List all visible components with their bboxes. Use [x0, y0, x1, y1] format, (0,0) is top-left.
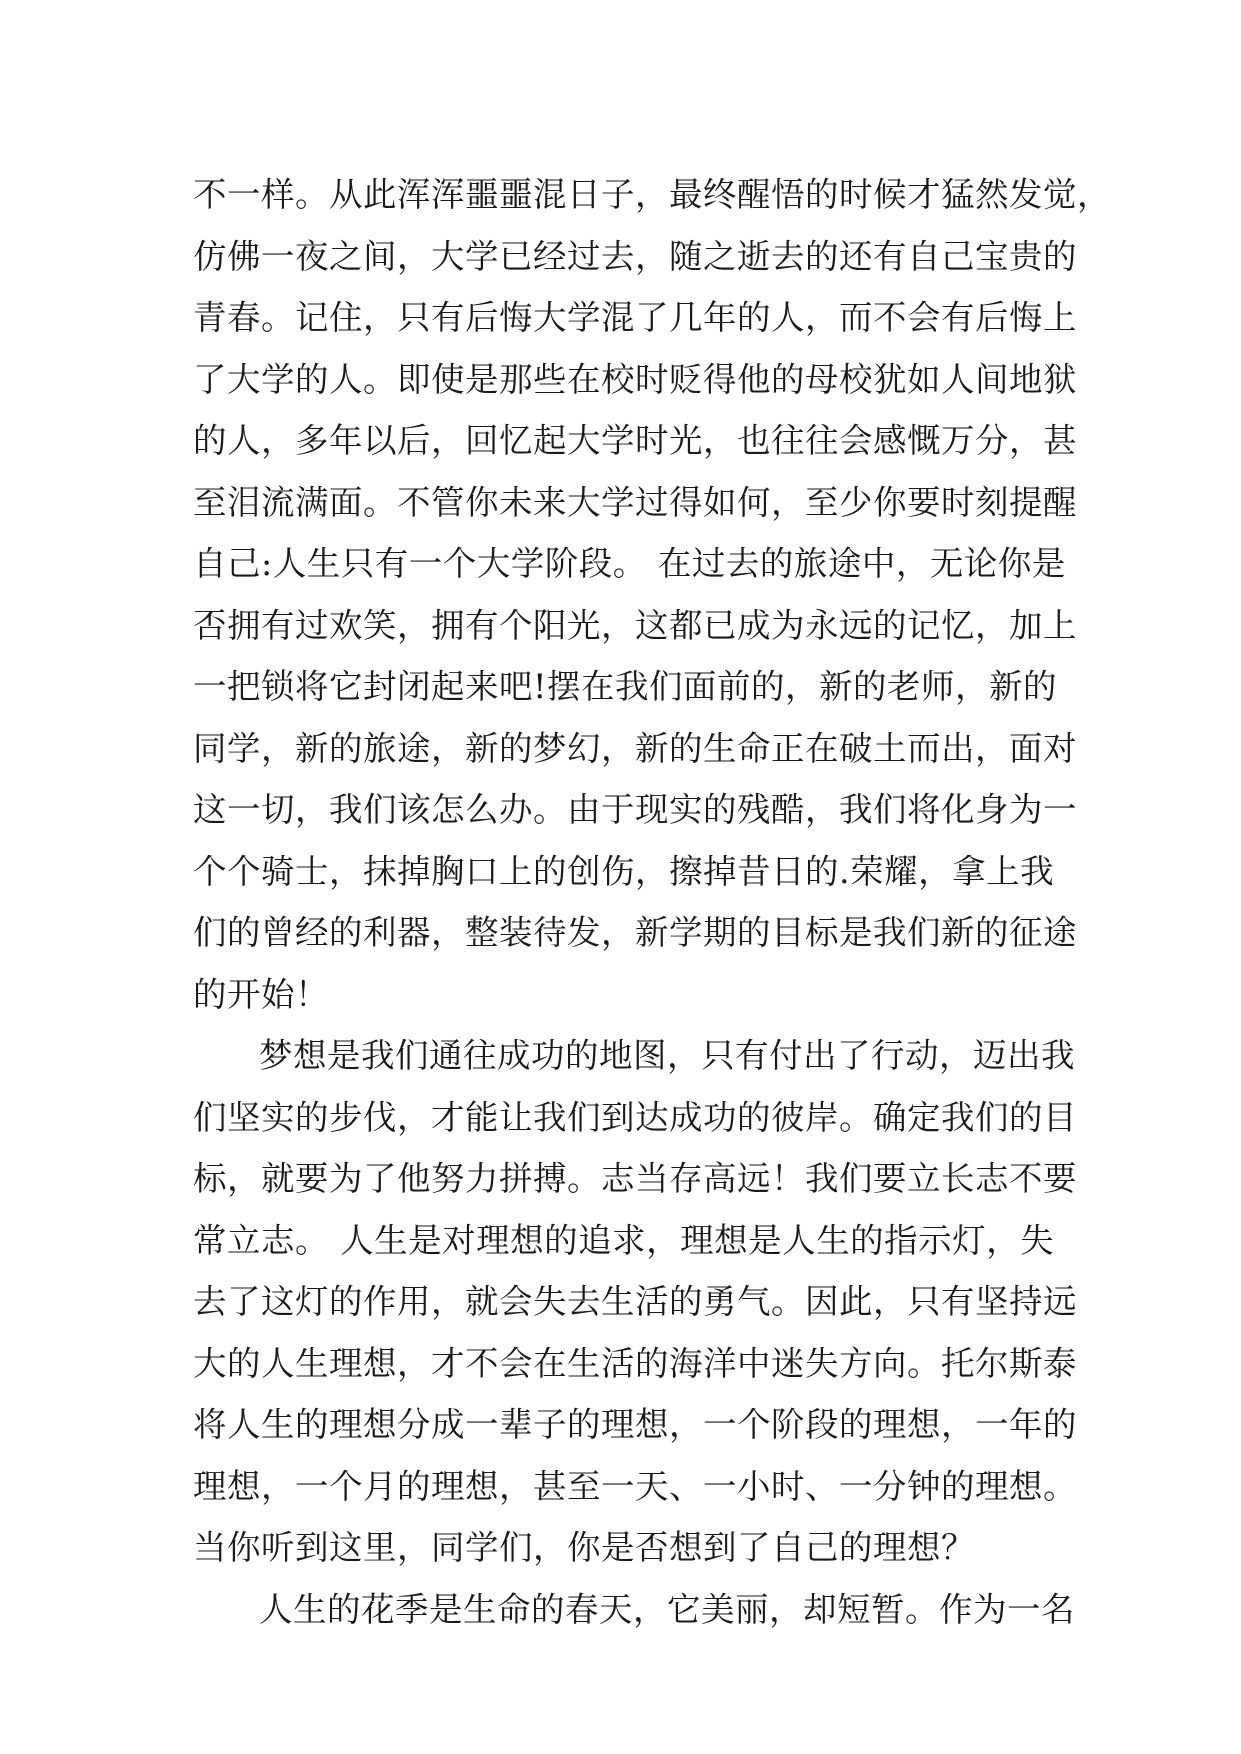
text-line: 梦想是我们通往成功的地图，只有付出了行动，迈出我 — [259, 1036, 1075, 1075]
text-line: 们坚实的步伐，才能让我们到达成功的彼岸。确定我们的目 — [193, 1097, 1077, 1137]
text-line: 标，就要为了他努力拼搏。志当存高远！我们要立长志不要 — [193, 1159, 1077, 1198]
document-body-text — [193, 164, 1111, 1640]
text-line: 常立志。 人生是对理想的追求，理想是人生的指示灯，失 — [193, 1220, 1055, 1260]
text-line: 仿佛一夜之间，大学已经过去，随之逝去的还有自己宝贵的 — [193, 236, 1077, 276]
text-line: 青春。记住，只有后悔大学混了几年的人，而不会有后悔上 — [193, 298, 1077, 337]
text-line: 的开始！ — [193, 974, 329, 1014]
text-line: 人生的花季是生命的春天，它美丽，却短暂。作为一名 — [259, 1589, 1075, 1629]
text-line: 这一切，我们该怎么办。由于现实的残酷，我们将化身为一 — [193, 790, 1077, 829]
text-line: 大的人生理想，才不会在生活的海洋中迷失方向。托尔斯泰 — [193, 1343, 1077, 1383]
text-line: 不一样。从此浑浑噩噩混日子，最终醒悟的时候才猛然发觉， — [193, 175, 1111, 214]
text-line: 个个骑士，抹掉胸口上的创伤，擦掉昔日的.荣耀，拿上我 — [193, 851, 1055, 891]
text-line: 当你听到这里，同学们，你是否想到了自己的理想？ — [193, 1528, 975, 1567]
text-line: 将人生的理想分成一辈子的理想，一个阶段的理想，一年的 — [193, 1405, 1077, 1444]
text-line: 的人，多年以后，回忆起大学时光，也往往会感慨万分，甚 — [193, 421, 1077, 460]
text-line: 否拥有过欢笑，拥有个阳光，这都已成为永远的记忆，加上 — [193, 605, 1077, 645]
text-line: 了大学的人。即使是那些在校时贬得他的母校犹如人间地狱 — [193, 359, 1077, 399]
text-line: 至泪流满面。不管你未来大学过得如何，至少你要时刻提醒 — [193, 482, 1077, 522]
text-line: 们的曾经的利器，整装待发，新学期的目标是我们新的征途 — [193, 913, 1077, 952]
text-line: 同学，新的旅途，新的梦幻，新的生命正在破土而出，面对 — [193, 728, 1077, 768]
text-line: 去了这灯的作用，就会失去生活的勇气。因此，只有坚持远 — [193, 1282, 1077, 1321]
text-line: 理想，一个月的理想，甚至一天、一小时、一分钟的理想。 — [193, 1466, 1077, 1506]
text-line: 一把锁将它封闭起来吧!摆在我们面前的，新的老师，新的 — [193, 667, 1057, 706]
text-line: 自己:人生只有一个大学阶段。 在过去的旅途中，无论你是 — [193, 544, 1066, 583]
